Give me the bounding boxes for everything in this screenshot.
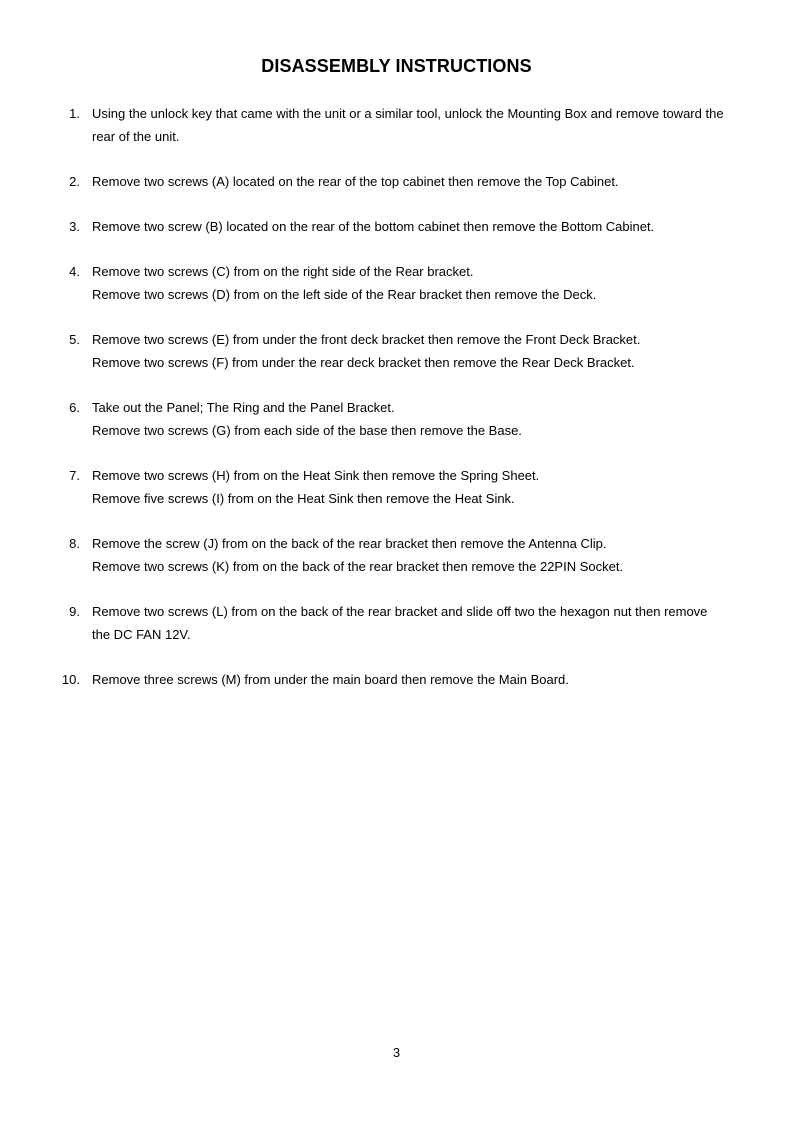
step-line: Remove two screws (E) from under the front deck bracket then remove the Front Deck Bracket. <box>92 332 641 347</box>
step-text <box>92 260 742 306</box>
step-line: Remove two screws (A) located on the rear of the top cabinet then remove the Top Cabinet. <box>92 174 619 189</box>
step-text <box>92 396 742 442</box>
step-number: 4. <box>69 264 80 279</box>
step-number: 2. <box>69 174 80 189</box>
instruction-step <box>0 668 793 691</box>
instruction-step <box>0 102 793 148</box>
step-line: Remove five screws (I) from on the Heat Sink then remove the Heat Sink. <box>92 491 515 506</box>
step-text <box>92 668 742 691</box>
step-line: Remove two screws (K) from on the back of the rear bracket then remove the 22PIN Socket. <box>92 559 624 574</box>
step-text <box>92 170 742 193</box>
instruction-step <box>0 328 793 374</box>
step-number: 9. <box>69 604 80 619</box>
step-number: 3. <box>69 219 80 234</box>
step-line: Remove two screw (B) located on the rear of the bottom cabinet then remove the Bottom Cabinet. <box>92 219 655 234</box>
step-number: 5. <box>69 332 80 347</box>
step-text <box>92 102 742 148</box>
step-number: 6. <box>69 400 80 415</box>
instruction-step <box>0 170 793 193</box>
step-line: Using the unlock key that came with the unit or a similar tool, unlock the Mounting Box and remove toward the <box>92 106 724 121</box>
step-line: the DC FAN 12V. <box>92 627 191 642</box>
step-text <box>92 328 742 374</box>
step-text <box>92 215 742 238</box>
step-line: Take out the Panel; The Ring and the Panel Bracket. <box>92 400 395 415</box>
step-number: 7. <box>69 468 80 483</box>
page-number: 3 <box>392 1045 401 1060</box>
instruction-step <box>0 260 793 306</box>
instruction-step <box>0 464 793 510</box>
step-line: Remove two screws (H) from on the Heat Sink then remove the Spring Sheet. <box>92 468 540 483</box>
step-line: Remove two screws (D) from on the left side of the Rear bracket then remove the Deck. <box>92 287 597 302</box>
instruction-step <box>0 600 793 646</box>
page-title: DISASSEMBLY INSTRUCTIONS <box>261 56 532 76</box>
instruction-step <box>0 532 793 578</box>
step-number: 10. <box>61 672 80 687</box>
step-number: 8. <box>69 536 80 551</box>
instruction-list <box>0 102 793 713</box>
instruction-step <box>0 215 793 238</box>
step-line: Remove three screws (M) from under the main board then remove the Main Board. <box>92 672 569 687</box>
step-number: 1. <box>69 106 80 121</box>
step-text <box>92 532 742 578</box>
step-line: Remove the screw (J) from on the back of the rear bracket then remove the Antenna Clip. <box>92 536 607 551</box>
step-line: Remove two screws (C) from on the right side of the Rear bracket. <box>92 264 474 279</box>
step-line: Remove two screws (F) from under the rear deck bracket then remove the Rear Deck Bracket. <box>92 355 635 370</box>
step-line: Remove two screws (L) from on the back of the rear bracket and slide off two the hexagon nut then remove <box>92 604 708 619</box>
instruction-step <box>0 396 793 442</box>
step-text <box>92 600 742 646</box>
step-text <box>92 464 742 510</box>
step-line: rear of the unit. <box>92 129 180 144</box>
step-line: Remove two screws (G) from each side of the base then remove the Base. <box>92 423 522 438</box>
